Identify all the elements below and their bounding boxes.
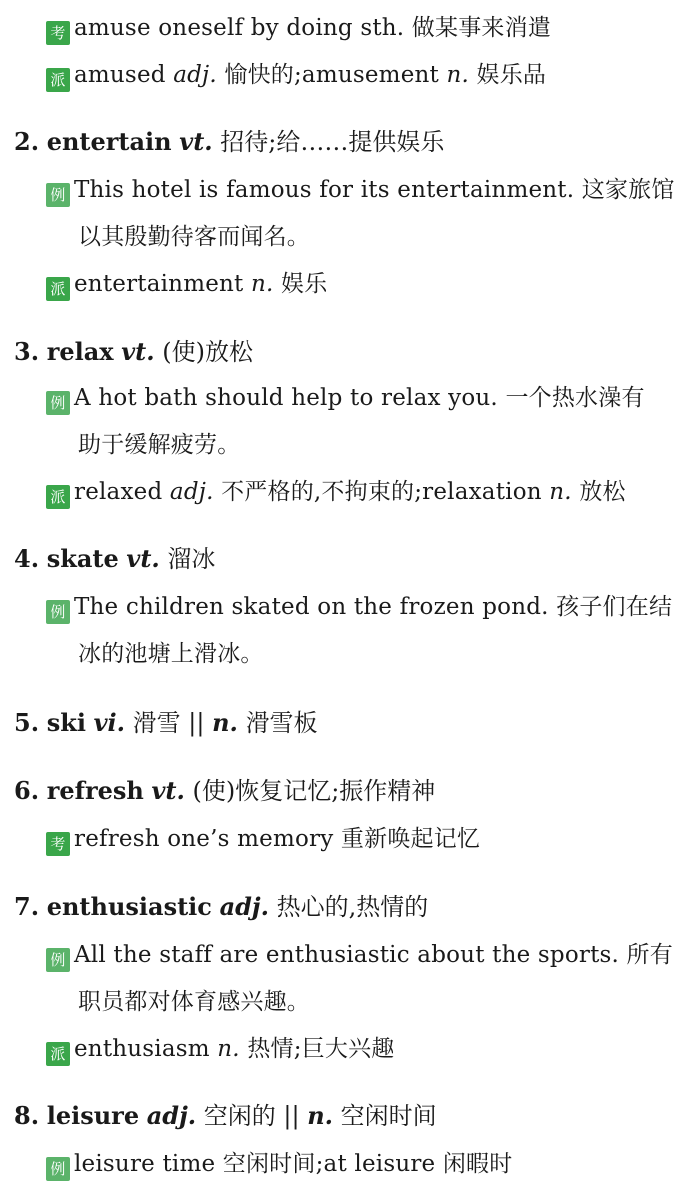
headword: refresh bbox=[46, 776, 144, 805]
meaning: (使)放松 bbox=[162, 338, 253, 366]
headword: skate bbox=[46, 544, 119, 573]
part-of-speech: vi. bbox=[93, 708, 126, 737]
derivative-word: entertainment bbox=[74, 271, 251, 297]
example-continuation: 以其殷勤待客而闻名。 bbox=[78, 224, 310, 250]
entry-heading bbox=[14, 126, 692, 158]
part-of-speech: vt. bbox=[121, 337, 155, 366]
derivative-line bbox=[46, 477, 692, 509]
pai-tag-icon: 派 bbox=[46, 1042, 70, 1066]
entry-number: 2. bbox=[14, 127, 40, 156]
entry-number: 5. bbox=[14, 708, 40, 737]
part-of-speech: n. bbox=[307, 1101, 333, 1130]
example-continuation: 助于缓解疲劳。 bbox=[78, 432, 241, 458]
example-line bbox=[46, 383, 692, 415]
li-tag-icon: 例 bbox=[46, 948, 70, 972]
derivative-meaning: 放松 bbox=[571, 479, 626, 505]
derivative-text: 娱乐品 bbox=[469, 62, 547, 88]
part-of-speech: adj. bbox=[146, 1101, 197, 1130]
li-tag-icon: 例 bbox=[46, 183, 70, 207]
derivative-text: 愉快的;amusement bbox=[216, 62, 447, 88]
phrase-line bbox=[46, 824, 692, 856]
separator: || bbox=[275, 1102, 308, 1130]
meaning: (使)恢复记忆;振作精神 bbox=[192, 777, 436, 805]
separator: || bbox=[180, 709, 213, 737]
meaning: 热心的,热情的 bbox=[276, 893, 429, 921]
example-text: The children skated on the frozen pond. 孩子们在结 bbox=[74, 594, 673, 620]
entry-heading bbox=[14, 543, 692, 575]
pai-tag-icon: 派 bbox=[46, 68, 70, 92]
kao-tag-icon: 考 bbox=[46, 21, 70, 45]
entry-number: 7. bbox=[14, 892, 40, 921]
part-of-speech: adj. bbox=[173, 62, 217, 88]
part-of-speech: n. bbox=[251, 271, 274, 297]
li-tag-icon: 例 bbox=[46, 1157, 70, 1181]
derivative-meaning: 不严格的,不拘束的;relaxation bbox=[213, 479, 550, 505]
part-of-speech: vt. bbox=[179, 127, 213, 156]
entry-number: 4. bbox=[14, 544, 40, 573]
part-of-speech: n. bbox=[212, 708, 238, 737]
meaning: 招待;给……提供娱乐 bbox=[220, 128, 445, 156]
part-of-speech: n. bbox=[446, 62, 470, 88]
derivative-word: enthusiasm bbox=[74, 1036, 218, 1062]
headword: ski bbox=[46, 708, 86, 737]
phrase-line bbox=[46, 13, 692, 45]
li-tag-icon: 例 bbox=[46, 600, 70, 624]
example-line bbox=[46, 940, 692, 972]
derivative-line bbox=[46, 269, 692, 301]
headword: entertain bbox=[46, 127, 172, 156]
entry-number: 8. bbox=[14, 1101, 40, 1130]
meaning: 空闲时间 bbox=[340, 1102, 437, 1130]
headword: leisure bbox=[46, 1101, 140, 1130]
meaning: 滑雪 bbox=[132, 709, 181, 737]
example-continuation: 职员都对体育感兴趣。 bbox=[78, 989, 310, 1015]
pai-tag-icon: 派 bbox=[46, 277, 70, 301]
entry-heading bbox=[14, 1100, 692, 1132]
derivative-word: relaxed bbox=[74, 479, 170, 505]
phrase-text: amuse oneself by doing sth. 做某事来消遣 bbox=[74, 15, 552, 41]
part-of-speech: n. bbox=[549, 479, 572, 505]
example-line bbox=[46, 175, 692, 207]
example-continuation: 冰的池塘上滑冰。 bbox=[78, 641, 264, 667]
entry-heading bbox=[14, 707, 692, 739]
headword: enthusiastic bbox=[46, 892, 212, 921]
example-text: A hot bath should help to relax you. 一个热水澡有 bbox=[74, 385, 645, 411]
entry-number: 6. bbox=[14, 776, 40, 805]
derivative-meaning: 娱乐 bbox=[273, 271, 328, 297]
li-tag-icon: 例 bbox=[46, 391, 70, 415]
part-of-speech: n. bbox=[217, 1036, 240, 1062]
derivative-line bbox=[46, 60, 692, 92]
meaning: 溜冰 bbox=[167, 545, 216, 573]
kao-tag-icon: 考 bbox=[46, 832, 70, 856]
pai-tag-icon: 派 bbox=[46, 485, 70, 509]
part-of-speech: adj. bbox=[219, 892, 269, 921]
phrase-text: refresh one’s memory 重新唤起记忆 bbox=[74, 826, 481, 852]
meaning: 滑雪板 bbox=[245, 709, 318, 737]
entry-number: 3. bbox=[14, 337, 40, 366]
entry-heading bbox=[14, 891, 692, 923]
entry-heading bbox=[14, 775, 692, 807]
derivative-text: amused bbox=[74, 62, 174, 88]
part-of-speech: adj. bbox=[169, 479, 214, 505]
part-of-speech: vt. bbox=[151, 776, 185, 805]
part-of-speech: vt. bbox=[126, 544, 160, 573]
derivative-line bbox=[46, 1034, 692, 1066]
entry-heading bbox=[14, 336, 692, 368]
example-text: All the staff are enthusiastic about the sports. 所有 bbox=[74, 942, 673, 968]
meaning: 空闲的 bbox=[203, 1102, 276, 1130]
derivative-meaning: 热情;巨大兴趣 bbox=[239, 1036, 395, 1062]
example-text: This hotel is famous for its entertainment. 这家旅馆 bbox=[74, 177, 675, 203]
headword: relax bbox=[46, 337, 114, 366]
example-line bbox=[46, 592, 692, 624]
example-text: leisure time 空闲时间;at leisure 闲暇时 bbox=[74, 1151, 513, 1177]
example-line bbox=[46, 1149, 692, 1181]
